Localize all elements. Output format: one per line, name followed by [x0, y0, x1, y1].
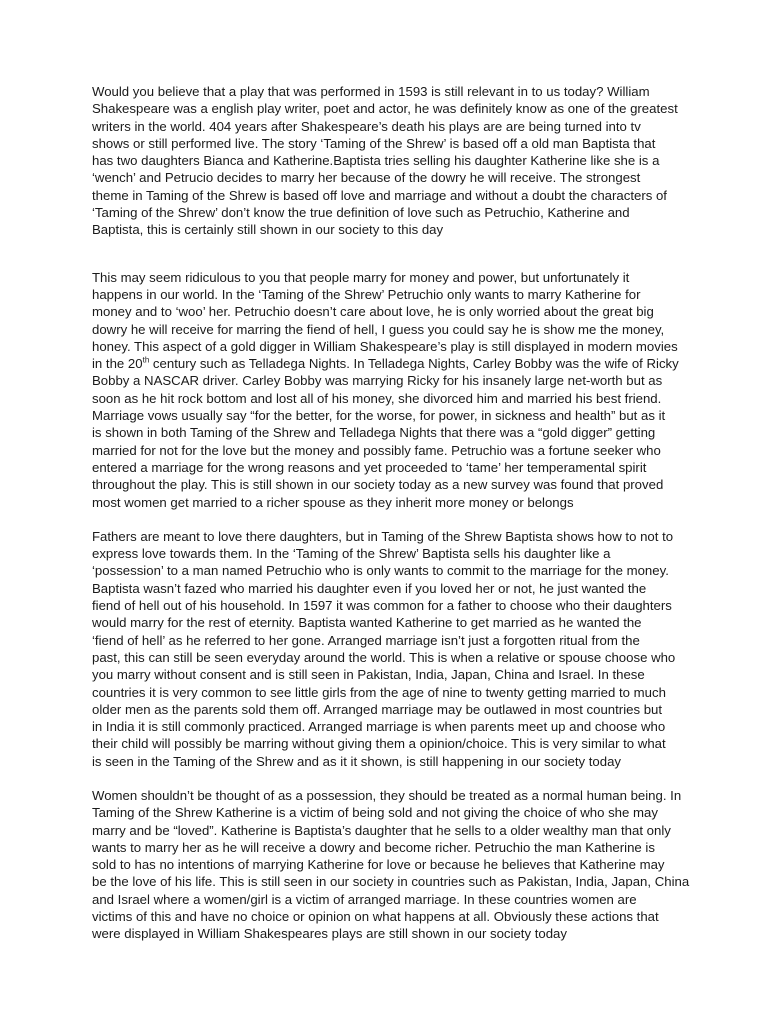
text-line: and Israel where a women/girl is a victim of arranged marriage. In these countries women are	[92, 891, 637, 907]
text-line: Shakespeare was a english play writer, poet and actor, he was definitely know as one of the greatest	[92, 101, 678, 117]
text-line: throughout the play. This is still shown in our society today as a new survey was found that proved	[92, 477, 664, 493]
text-line: honey. This aspect of a gold digger in William Shakespeare’s play is still displayed in modern movies	[92, 338, 678, 354]
text-line: shows or still performed live. The story ‘Taming of the Shrew’ is based off a old man Baptista that	[92, 135, 656, 151]
text-line: wants to marry her as he will receive a dowry and become richer. Petruchio the man Katherine is	[92, 839, 655, 855]
text-line: money and to ‘woo’ her. Petruchio doesn’t care about love, he is only worried about the great big	[92, 304, 654, 320]
text-line: Baptista wasn’t fazed who married his daughter even if you loved her or not, he just wanted the	[92, 580, 647, 596]
text-line: were displayed in William Shakespeares plays are still shown in our society today	[92, 926, 567, 942]
text-line: This may seem ridiculous to you that people marry for money and power, but unfortunately it	[92, 269, 630, 285]
text-line: older men as the parents sold them off. Arranged marriage may be outlawed in most countries but	[92, 701, 663, 717]
text-line: is seen in the Taming of the Shrew and as it it shown, is still happening in our society today	[92, 753, 622, 769]
text-line: most women get married to a richer spouse as they inherit more money or belongs	[92, 494, 574, 510]
text-line	[92, 355, 702, 372]
text-line: Taming of the Shrew Katherine is a victim of being sold and not giving the choice of who she may	[92, 805, 658, 821]
paragraph-spacer	[92, 239, 702, 269]
text-line: their child will possibly be marring without giving them a opinion/choice. This is very similar to what	[92, 736, 666, 752]
text-line: Fathers are meant to love there daughters, but in Taming of the Shrew Baptista shows how to not to	[92, 528, 674, 544]
text-line: happens in our world. In the ‘Taming of the Shrew’ Petruchio only wants to marry Katherine for	[92, 286, 641, 302]
paragraph-gold-digger	[92, 269, 702, 511]
text-line: marry and be “loved”. Katherine is Baptista’s daughter that he sells to a older wealthy man that only	[92, 822, 671, 838]
text-line: has two daughters Bianca and Katherine.Baptista tries selling his daughter Katherine like she is a	[92, 153, 660, 169]
text-line: in India it is still commonly practiced. Arranged marriage is when parents meet up and choose who	[92, 719, 666, 735]
text-line: married for not for the love but the money and possibly fame. Petruchio was a fortune seeker who	[92, 442, 661, 458]
text-line: would marry for the rest of eternity. Baptista wanted Katherine to get married as he wanted the	[92, 615, 642, 631]
text-line: Marriage vows usually say “for the better, for the worse, for power, in sickness and health” but as it	[92, 408, 666, 424]
text-line: express love towards them. In the ‘Taming of the Shrew’ Baptista sells his daughter like a	[92, 546, 611, 562]
text-line: fiend of hell out of his household. In 1597 it was common for a father to choose who their daughters	[92, 598, 672, 614]
paragraph-intro	[92, 83, 702, 239]
text-line: entered a marriage for the wrong reasons and yet proceeded to ‘tame’ her temperamental spirit	[92, 459, 647, 475]
text-line: ‘possession’ to a man named Petruchio who is only wants to commit to the marriage for the money.	[92, 563, 669, 579]
text-line: ‘wench’ and Petrucio decides to marry her because of the dowry he will receive. The strongest	[92, 170, 641, 186]
paragraph-fathers	[92, 528, 702, 770]
paragraph-women	[92, 787, 702, 943]
text-line: ‘Taming of the Shrew’ don’t know the true definition of love such as Petruchio, Katherine and	[92, 205, 630, 221]
text-line: victims of this and have no choice or opinion on what happens at all. Obviously these actions that	[92, 909, 659, 925]
text-line: Would you believe that a play that was performed in 1593 is still relevant in to us today? William	[92, 84, 650, 99]
text-segment: century such as Telladega Nights. In Telladega Nights, Carley Bobby was the wife of Ricky	[149, 356, 679, 372]
text-line: countries it is very common to see little girls from the age of nine to twenty getting married to much	[92, 684, 666, 700]
text-line: writers in the world. 404 years after Shakespeare’s death his plays are are being turned into tv	[92, 118, 641, 134]
text-line: you marry without consent and is still seen in Pakistan, India, Japan, China and Israel. In these	[92, 667, 645, 683]
text-line: dowry he will receive for marring the fiend of hell, I guess you could say he is show me the money,	[92, 321, 665, 337]
text-line: ‘fiend of hell’ as he referred to her gone. Arranged marriage isn’t just a forgotten ritual from the	[92, 632, 640, 648]
superscript-ordinal: th	[142, 355, 150, 365]
text-line: theme in Taming of the Shrew is based off love and marriage and without a doubt the characters of	[92, 187, 667, 203]
document-page	[92, 83, 702, 943]
text-segment: in the 20	[92, 356, 143, 372]
text-line: be the love of his life. This is still seen in our society in countries such as Pakistan, India, Japan, China	[92, 874, 690, 890]
text-line: Women shouldn’t be thought of as a possession, they should be treated as a normal human being. In	[92, 787, 682, 803]
text-line: Bobby a NASCAR driver. Carley Bobby was marrying Ricky for his insanely large net-worth but as	[92, 373, 663, 389]
text-line: Baptista, this is certainly still shown in our society to this day	[92, 222, 444, 238]
paragraph-spacer	[92, 511, 702, 528]
text-line: is shown in both Taming of the Shrew and Telladega Nights that there was a “gold digger” getting	[92, 425, 656, 441]
paragraph-spacer	[92, 770, 702, 787]
text-line: past, this can still be seen everyday around the world. This is when a relative or spouse choose who	[92, 649, 676, 665]
text-line: sold to has no intentions of marrying Katherine for love or because he believes that Katherine may	[92, 857, 665, 873]
text-line: soon as he hit rock bottom and lost all of his money, she divorced him and married his best friend.	[92, 390, 662, 406]
